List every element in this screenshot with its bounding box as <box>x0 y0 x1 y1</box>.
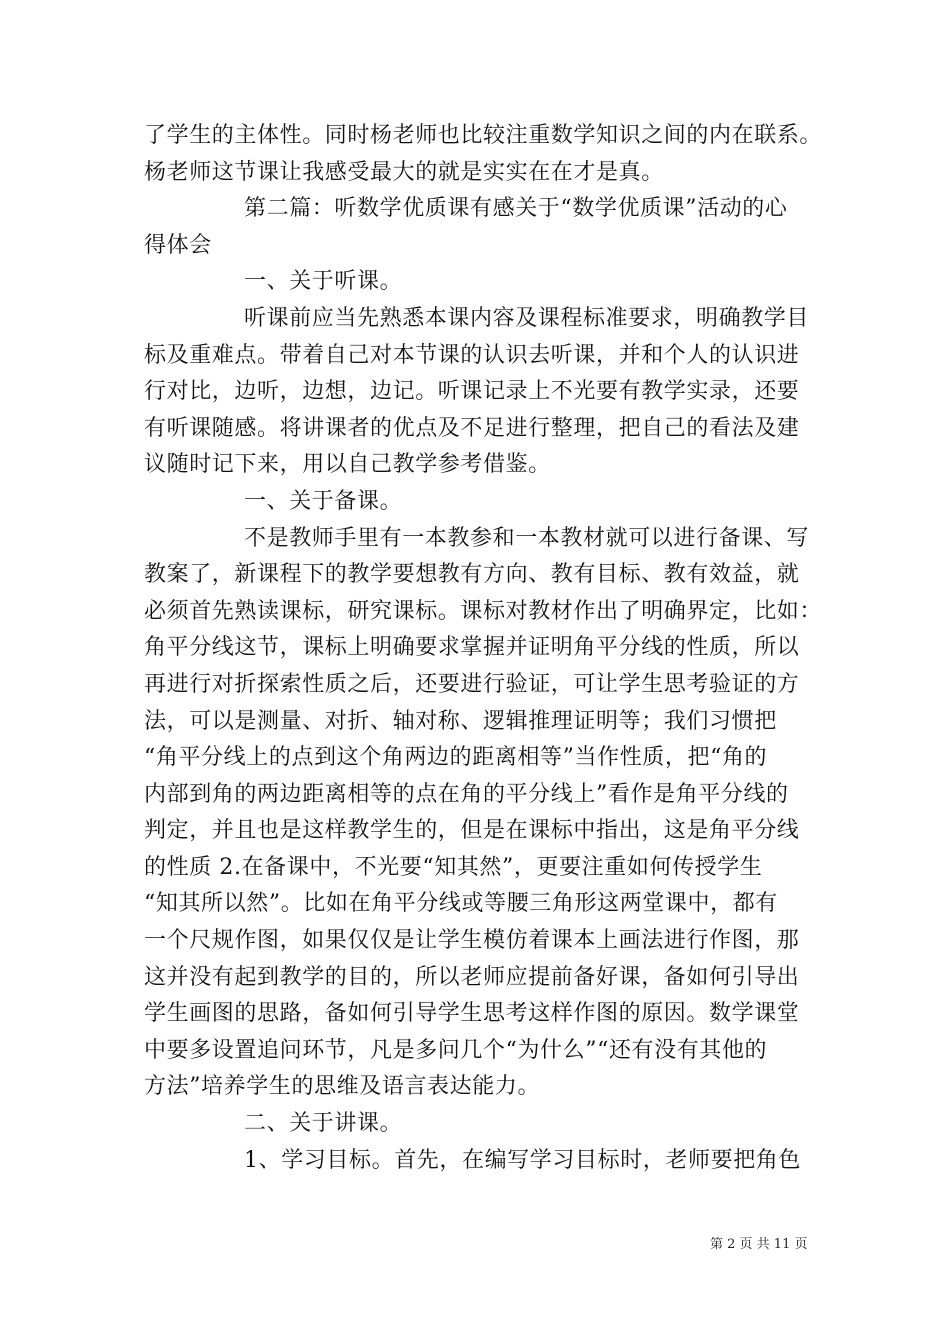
text-line: 这并没有起到教学的目的，所以老师应提前备好课，备如何引导出 <box>144 964 800 990</box>
text-line: “角平分线上的点到这个角两边的距离相等”当作性质，把“角的 <box>144 745 768 771</box>
text-line: 中要多设置追问环节，凡是多问几个“为什么”“还有没有其他的 <box>144 1037 768 1063</box>
text-line: 教案了，新课程下的教学要想教有方向、教有目标、教有效益，就 <box>144 562 800 588</box>
text-line: 了学生的主体性。同时杨老师也比较注重数学知识之间的内在联系。 <box>144 123 823 148</box>
text-line: 必须首先熟读课标，研究课标。课标对教材作出了明确界定，比如： <box>144 598 823 624</box>
subheading-listening: 一、关于听课。 <box>244 269 403 295</box>
text-line: “知其所以然”。比如在角平分线或等腰三角形这两堂课中，都有 <box>144 891 778 917</box>
text-line: 杨老师这节课让我感受最大的就是实实在在才是真。 <box>144 159 664 185</box>
text-line: 内部到角的两边距离相等的点在角的平分线上”看作是角平分线的 <box>144 781 789 807</box>
paragraph-start: 听课前应当先熟悉本课内容及课程标准要求，明确教学目 <box>244 305 810 331</box>
subheading-preparation: 一、关于备课。 <box>244 488 403 514</box>
section-heading: 第二篇：听数学优质课有感关于“数学优质课”活动的心 <box>244 196 788 222</box>
text-line: 行对比，边听，边想，边记。听课记录上不光要有教学实录，还要 <box>144 379 800 405</box>
text-line: 标及重难点。带着自己对本节课的认识去听课，并和个人的认识进 <box>144 342 800 368</box>
text-line: 一个尺规作图，如果仅仅是让学生模仿着课本上画法进行作图，那 <box>144 928 800 954</box>
section-heading-continued: 得体会 <box>144 232 212 258</box>
paragraph-start: 1、学习目标。首先，在编写学习目标时，老师要把角色 <box>244 1147 801 1173</box>
page-number: 第 2 页 共 11 页 <box>710 1237 808 1252</box>
text-line: 议随时记下来，用以自己教学参考借鉴。 <box>144 452 551 478</box>
text-line: 学生画图的思路，备如何引导学生思考这样作图的原因。数学课堂 <box>144 1001 800 1027</box>
paragraph-start: 不是教师手里有一本教参和一本教材就可以进行备课、写 <box>244 525 810 551</box>
text-line: 角平分线这节，课标上明确要求掌握并证明角平分线的性质，所以 <box>144 635 800 661</box>
text-line: 有听课随感。将讲课者的优点及不足进行整理，把自己的看法及建 <box>144 415 800 441</box>
text-line: 的性质 2.在备课中，不光要“知其然”，更要注重如何传授学生 <box>144 854 763 880</box>
subheading-teaching: 二、关于讲课。 <box>244 1111 403 1137</box>
text-line: 判定，并且也是这样教学生的，但是在课标中指出，这是角平分线 <box>144 818 800 844</box>
text-line: 再进行对折探索性质之后，还要进行验证，可让学生思考验证的方 <box>144 671 800 697</box>
text-line: 方法”培养学生的思维及语言表达能力。 <box>144 1074 541 1100</box>
document-body <box>144 118 824 1179</box>
text-line: 法，可以是测量、对折、轴对称、逻辑推理证明等；我们习惯把 <box>144 708 777 734</box>
